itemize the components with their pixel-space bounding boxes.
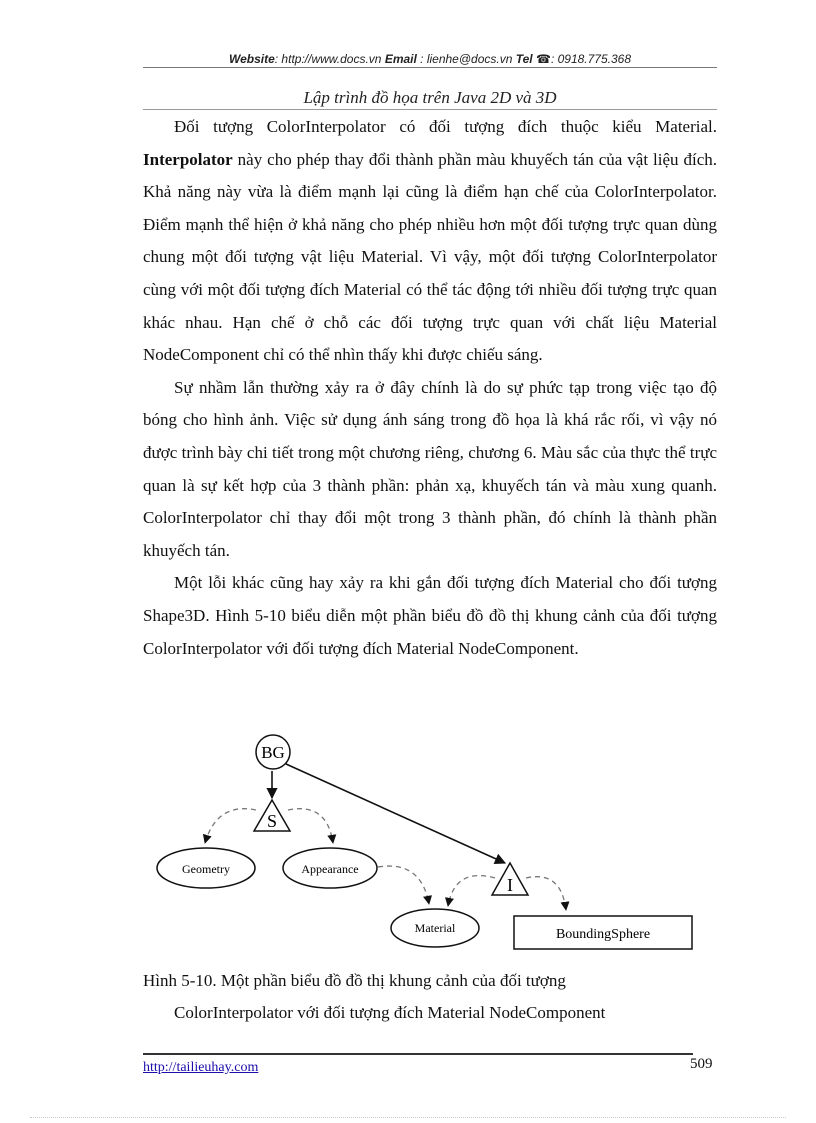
paragraph-3: Một lỗi khác cũng hay xảy ra khi gắn đối tượng đích Material cho đối tượng Shape3D. Hình 5-10 biểu diễn một phần biểu đồ đồ thị khung cảnh của đối tượng ColorInterpolator với đối tượng đích Material NodeComponent. [143, 573, 717, 658]
s-label: S [266, 811, 278, 831]
caption-line-2: ColorInterpolator với đối tượng đích Material NodeComponent [174, 1003, 606, 1022]
edge-i-bounding [526, 877, 566, 910]
website-url[interactable]: : http://www.docs.vn [274, 52, 385, 66]
footer-divider [143, 1053, 693, 1055]
phone-icon: ☎ [535, 52, 551, 66]
document-title: Lập trình đồ họa trên Java 2D và 3D [303, 88, 557, 107]
geometry-label: Geometry [182, 862, 230, 876]
edge-s-appearance [288, 809, 333, 843]
website-label: Website [228, 52, 275, 66]
appearance-label: Appearance [301, 862, 359, 876]
title-divider [143, 109, 717, 110]
bold-term: Interpolator [143, 149, 233, 169]
email-address[interactable]: : lienhe@docs.vn [416, 52, 516, 66]
body-text [143, 111, 717, 665]
i-label: I [507, 875, 513, 895]
paragraph-1: Đối tượng ColorInterpolator có đối tượng đích thuộc kiểu Material. Interpolator này cho phép thay đổi thành phần màu khuyếch tán của vật liệu đích. Khả năng này vừa là điểm mạnh lại cũng là điểm hạn chế của ColorInterpolator. Điểm mạnh thể hiện ở khả năng cho phép nhiều hơn một đối tượng trực quan dùng chung một đối tượng vật liệu Material. Vì vậy, một đối tượng ColorInterpolator cùng với một đối tượng đích Material có thể tác động tới nhiều đối tượng trực quan khác nhau. Hạn chế ở chỗ các đối tượng trực quan với chất liệu Material NodeComponent chỉ có thể nhìn thấy khi được chiếu sáng. [143, 117, 717, 365]
header-divider [143, 67, 717, 68]
scene-graph-figure [143, 730, 703, 960]
header-contact [143, 52, 717, 66]
phone-number: : 0918.775.368 [550, 52, 632, 66]
figure-caption [143, 965, 605, 1029]
tel-label: Tel [515, 52, 533, 66]
page-bottom-border [30, 1117, 786, 1118]
page-number: 509 [690, 1056, 713, 1072]
material-label: Material [414, 921, 456, 935]
edge-appearance-material [378, 866, 429, 904]
boundingsphere-label: BoundingSphere [555, 927, 651, 942]
caption-line-1: Hình 5-10. Một phần biểu đồ đồ thị khung cảnh của đối tượng [143, 971, 566, 990]
edge-s-geometry [205, 809, 256, 843]
edge-i-material [448, 876, 495, 906]
footer-link[interactable]: http://tailieuhay.com [143, 1060, 259, 1075]
email-label: Email [384, 52, 417, 66]
paragraph-2: Sự nhầm lẫn thường xảy ra ở đây chính là do sự phức tạp trong việc tạo độ bóng cho hình ảnh. Việc sử dụng ánh sáng trong đồ họa là khá rắc rối, vì vậy nó được trình bày chi tiết trong một chương riêng, chương 6. Màu sắc của thực thể trực quan là sự kết hợp của 3 thành phần: phản xạ, khuyếch tán và màu xung quanh. ColorInterpolator chỉ thay đổi một trong 3 thành phần, đó chính là thành phần khuyếch tán. [143, 377, 717, 560]
bg-label: BG [261, 743, 285, 762]
